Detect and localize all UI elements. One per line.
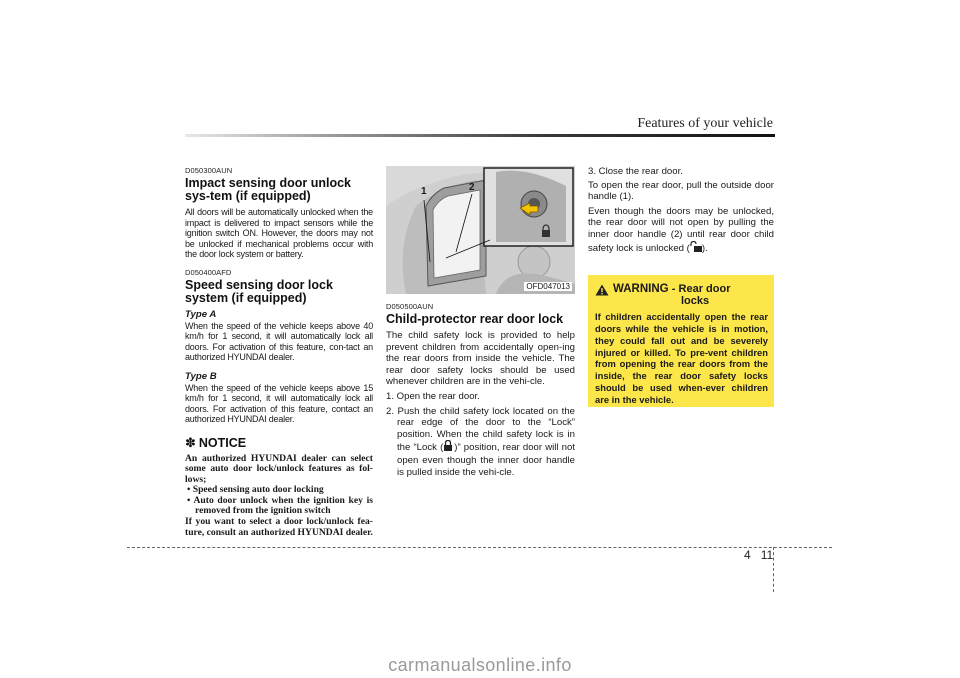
type-label: Type A: [185, 308, 217, 320]
figure-caption: OFD047013: [526, 282, 570, 291]
step-2-text-a: 2. Push the child safety lock located on the rear edge of the door to the “Lock” position. When the child safety lock is in the “Lock (: [386, 405, 575, 454]
step-1: 1. Open the rear door.: [386, 390, 480, 402]
watermark: carmanualsonline.info: [388, 655, 572, 675]
step-2: [386, 406, 575, 479]
lock-icon: [443, 440, 454, 455]
door-lock-figure: [386, 166, 575, 294]
notice-outro: If you want to select a door lock/unlock fea-ture, consult an authorized HYUNDAI dealer.: [185, 516, 373, 538]
section-body: The child safety lock is provided to help prevent children from accidentally open-ing the rear doors from inside the vehicle. The rear door safety locks should be used whenever children are in the vehi-cle.: [386, 330, 575, 388]
warning-header: [595, 283, 768, 307]
paragraph-text-a: Even though the doors may be unlocked, the rear door will not open by pulling the inner door handle (2) until rear door child safety lock is unlocked (: [588, 205, 774, 254]
warning-box: [588, 275, 774, 407]
warning-body: If children accidentally open the rear doors while the vehicle is in motion, they could fall out and be severely injured or killed. To pre-vent children from opening the rear doors from the inside, the rear door safety locks should be used when-ever children are in the vehicle.: [595, 311, 768, 405]
notice-intro: An authorized HYUNDAI dealer can select some auto door lock/unlock features as fol-lows;: [185, 452, 373, 485]
type-label: Type B: [185, 370, 217, 382]
notice-title: [185, 435, 373, 451]
type-body: When the speed of the vehicle keeps above 40 km/h for 1 second, it will automatically lock all doors. For activation of this feature, con-tact an authorized HYUNDAI dealer.: [185, 320, 373, 362]
section-code: D050400AFD: [185, 267, 232, 277]
chapter-number: 4: [744, 548, 751, 562]
section-code: D050500AUN: [386, 302, 434, 311]
paragraph-text-b: ).: [701, 242, 708, 254]
notice-title-text: NOTICE: [198, 435, 247, 450]
notice-list-item: • Speed sensing auto door locking: [187, 484, 324, 496]
section-heading: Child-protector rear door lock: [386, 312, 564, 326]
warning-triangle-icon: [595, 283, 609, 295]
callout-label-1: 1: [421, 186, 427, 197]
door-illustration: [386, 166, 575, 294]
notice-list: [185, 485, 373, 517]
page-number-value: 11: [760, 548, 774, 562]
header-rule: [185, 134, 775, 137]
warning-subtitle-line2: locks: [681, 295, 710, 308]
step-3: 3. Close the rear door.: [588, 166, 683, 177]
notice-list-item: • Auto door unlock when the ignition key is removed from the ignition switch: [187, 494, 373, 517]
page-number: [744, 548, 773, 562]
column-middle: [386, 166, 575, 481]
callout-label-2: 2: [469, 182, 475, 193]
footer-rule: [127, 547, 832, 548]
warning-title-text: WARNING: [613, 283, 669, 296]
column-right: [588, 166, 774, 407]
type-body: When the speed of the vehicle keeps above 15 km/h for 1 second, it will automatically lock all doors. For activation of this feature, contact an authorized HYUNDAI dealer.: [185, 382, 373, 424]
notice-star-icon: ✽: [185, 434, 196, 450]
column-left: [185, 166, 373, 538]
paragraph-outside-handle: To open the rear door, pull the outside door handle (1).: [588, 179, 774, 203]
warning-title: [613, 283, 730, 307]
section-body: All doors will be automatically unlocked when the impact is delivered to impact sensors while the ignition switch ON. However, the doors may not be unlocked if mechanical problems occur with the door lock system or battery.: [185, 207, 373, 259]
step-2-text-b: )” position, rear door will not open even though the inner door handle is pulled inside the vehi-cle.: [397, 442, 575, 478]
section-code: D050300AUN: [185, 166, 233, 175]
warning-subtitle: - Rear door: [671, 283, 731, 296]
unlock-icon: [690, 241, 702, 256]
paragraph-inner-handle: [588, 206, 774, 255]
section-heading: Impact sensing door unlock sys-tem (if equipped): [185, 176, 351, 203]
page-header-title: Features of your vehicle: [637, 116, 773, 131]
section-heading: Speed sensing door lock system (if equipped): [185, 277, 333, 305]
